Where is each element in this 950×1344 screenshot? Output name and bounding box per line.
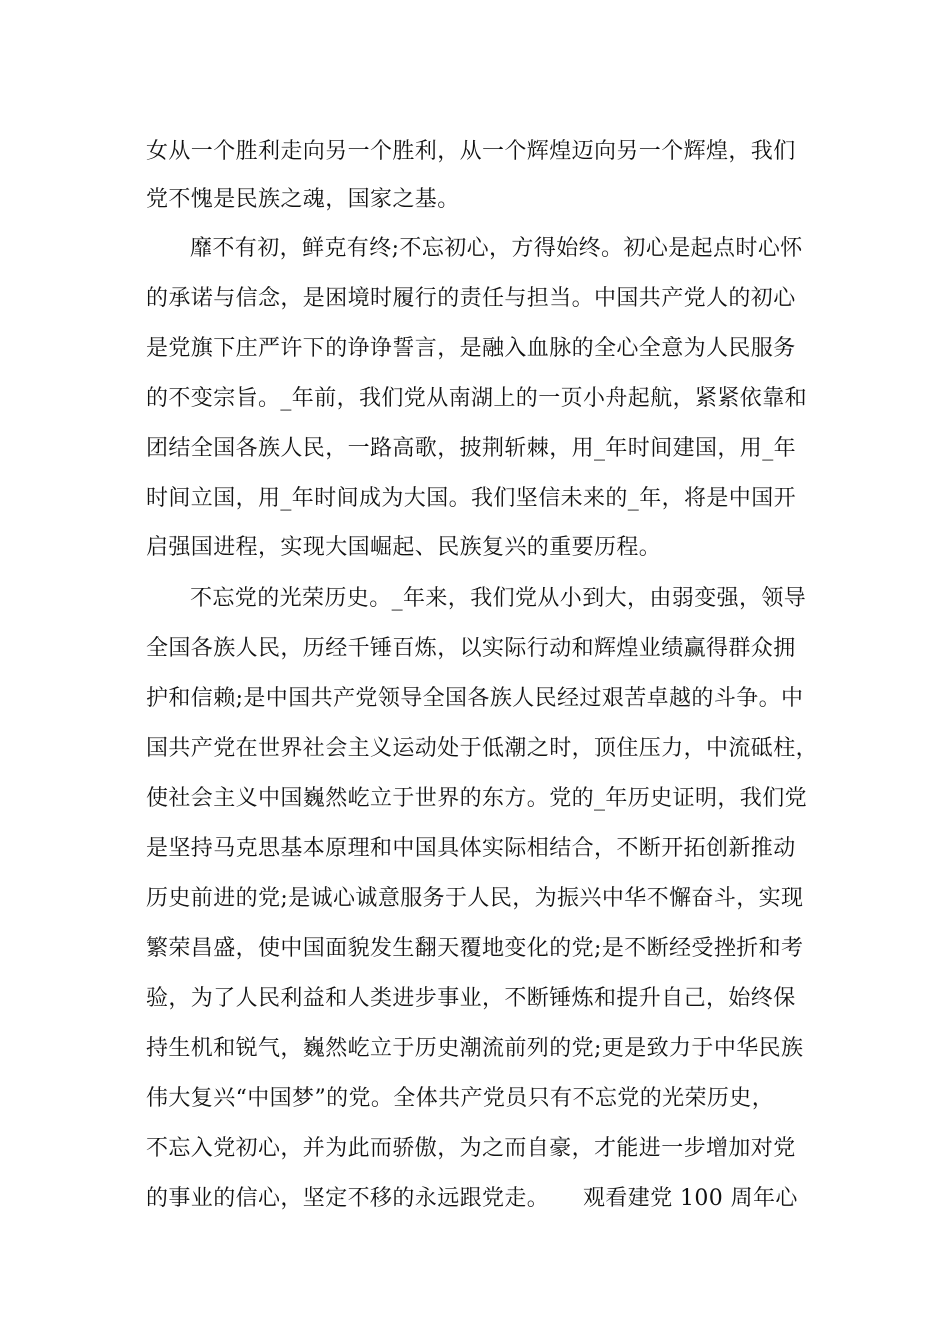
paragraph-start-line: 靡不有初，鲜克有终;不忘初心，方得始终。初心是起点时心怀 — [190, 236, 803, 261]
text-line: 是党旗下庄严许下的诤诤誓言，是融入血脉的全心全意为人民服务 — [146, 336, 796, 361]
text-line: 使社会主义中国巍然屹立于世界的东方。党的_年历史证明，我们党 — [146, 786, 808, 811]
text-line: 的事业的信心，坚定不移的永远跟党走。 观看建党 100 周年心 — [146, 1186, 798, 1211]
text-line: 全国各族人民，历经千锤百炼，以实际行动和辉煌业绩赢得群众拥 — [146, 636, 796, 661]
text-line: 历史前进的党;是诚心诚意服务于人民，为振兴中华不懈奋斗，实现 — [146, 886, 804, 911]
text-line: 伟大复兴“中国梦”的党。全体共产党员只有不忘党的光荣历史， — [146, 1086, 775, 1111]
text-line: 时间立国，用_年时间成为大国。我们坚信未来的_年，将是中国开 — [146, 486, 797, 511]
text-line: 国共产党在世界社会主义运动处于低潮之时，顶住压力，中流砥柱， — [146, 736, 819, 761]
text-line: 的不变宗旨。_年前，我们党从南湖上的一页小舟起航，紧紧依靠和 — [146, 386, 808, 411]
text-line: 的承诺与信念，是困境时履行的责任与担当。中国共产党人的初心 — [146, 286, 796, 311]
paragraph-start-line: 不忘党的光荣历史。_年来，我们党从小到大，由弱变强，领导 — [190, 586, 807, 611]
text-line: 护和信赖;是中国共产党领导全国各族人民经过艰苦卓越的斗争。中 — [146, 686, 804, 711]
text-line: 繁荣昌盛，使中国面貌发生翻天覆地变化的党;是不断经受挫折和考 — [146, 936, 804, 961]
text-line: 持生机和锐气，巍然屹立于历史潮流前列的党;更是致力于中华民族 — [146, 1036, 804, 1061]
text-line: 团结全国各族人民，一路高歌，披荆斩棘，用_年时间建国，用_年 — [146, 436, 797, 461]
text-line: 启强国进程，实现大国崛起、民族复兴的重要历程。 — [146, 535, 662, 560]
text-line: 女从一个胜利走向另一个胜利，从一个辉煌迈向另一个辉煌，我们 — [146, 139, 796, 164]
text-line: 验，为了人民利益和人类进步事业，不断锤炼和提升自己，始终保 — [146, 986, 796, 1011]
text-line: 是坚持马克思基本原理和中国具体实际相结合，不断开拓创新推动 — [146, 836, 796, 861]
text-line: 党不愧是民族之魂，国家之基。 — [146, 187, 460, 212]
text-line: 不忘入党初心，并为此而骄傲，为之而自豪，才能进一步增加对党 — [146, 1136, 796, 1161]
